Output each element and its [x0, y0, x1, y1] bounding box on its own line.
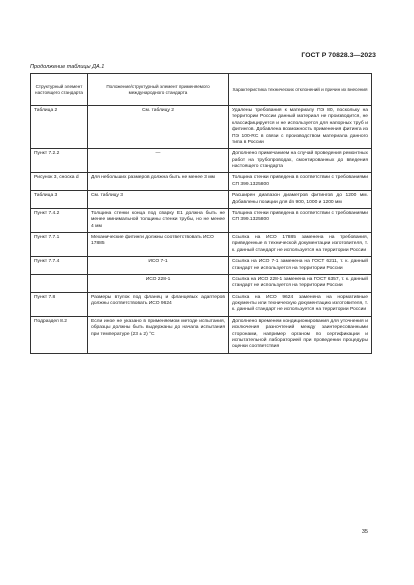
- row-characteristic: Дополнено примечанием на случай проведения ремонтных работ на трубопроводах, смонтированных до введения настоящего стандарта: [229, 149, 372, 173]
- column-header: Характеристика технических отклонений и причин их внесения: [229, 74, 372, 106]
- row-element: Пункт 7.7.4: [31, 257, 88, 275]
- row-element: Пункт 7.7.1: [31, 233, 88, 257]
- row-characteristic: Ссылка на ИСО 17885 заменена на требования, приведенные в технической документации изготовителя, т. к. данный стандарт не используется на территории России: [229, 233, 372, 257]
- row-characteristic: Ссылка на ИСО 228-1 заменена на ГОСТ 6357, т. к. данный стандарт не используется на территории России: [229, 274, 372, 292]
- row-characteristic: Ссылка на ИСО 7-1 заменена на ГОСТ 6211, т. к. данный стандарт не используется на территории России: [229, 257, 372, 275]
- row-provision: Механические фитинги должны соответствовать ИСО 17885: [88, 233, 229, 257]
- table-row: [31, 316, 372, 353]
- table-header-row: [31, 74, 372, 106]
- row-provision: Если иное не указано в применяемом методе испытания, образцы должны быть выдержаны до начала испытания при температуре (23 ± 2) °С: [88, 316, 229, 353]
- row-element: Пункт 7.8: [31, 292, 88, 316]
- table-row: [31, 106, 372, 149]
- column-header: Структурный элемент настоящего стандарта: [31, 74, 88, 106]
- row-provision: См. таблицу 3: [88, 191, 229, 209]
- row-characteristic: Удалены требования к материалу ПЭ 80, поскольку на территории России данный материал не производится, не классифицируется и не используется для напорных труб и фитингов. Добавлена возможность применения фитинга из ПЭ 100-RC в связи с производством материала данного типа в России: [229, 106, 372, 149]
- row-provision: Размеры втулок под фланец и фланцевых адаптеров должны соответствовать ИСО 9624: [88, 292, 229, 316]
- row-element: Пункт 7.2.2: [31, 149, 88, 173]
- table-row: [31, 274, 372, 292]
- row-characteristic: Ссылка на ИСО 9624 заменена на нормативные документы или техническую документацию изготовителя, т. к. данный стандарт не используется на территории России: [229, 292, 372, 316]
- row-provision: ИСО 7-1: [88, 257, 229, 275]
- row-provision: —: [88, 149, 229, 173]
- row-element: Пункт 7.4.2: [31, 208, 88, 232]
- row-provision: Для небольших размеров должна быть не менее 3 мм: [88, 173, 229, 191]
- table-row: [31, 233, 372, 257]
- row-element: Подраздел 8.2: [31, 316, 88, 353]
- table-row: [31, 292, 372, 316]
- row-element: Рисунок 3, сноска d: [31, 173, 88, 191]
- page-number: 35: [361, 529, 368, 535]
- table-row: [31, 173, 372, 191]
- standard-code: ГОСТ Р 70828.3—2023: [301, 52, 376, 59]
- row-characteristic: Дополнено временем кондиционирования для уточнения и исключения разночтений между заинтересованными сторонами, например органом по сертификации и испытательной лабораторией при проведении процедуры оценки соответствия: [229, 316, 372, 353]
- row-provision: ИСО 228-1: [88, 274, 229, 292]
- row-element: Таблица 3: [31, 191, 88, 209]
- table-continuation-label: Продолжение таблицы ДА.1: [30, 64, 105, 70]
- row-element: [31, 274, 88, 292]
- row-characteristic: Толщина стенки приведена в соответствии с требованиями СП 399.1325800: [229, 208, 372, 232]
- row-provision: Толщина стенки конца под сварку E1 должна быть не менее минимальной толщины стенки трубы, но не менее 4 мм: [88, 208, 229, 232]
- row-characteristic: Толщина стенки приведена в соответствии с требованиями СП 399.1325800: [229, 173, 372, 191]
- row-characteristic: Расширен диапазон диаметров фитингов до 1200 мм. Добавлены позиции для dn 900, 1000 и 1200 мм: [229, 191, 372, 209]
- row-provision: См. таблицу 2: [88, 106, 229, 149]
- table-row: [31, 257, 372, 275]
- table-row: [31, 191, 372, 209]
- deviations-table: [30, 73, 372, 354]
- column-header: Положение/структурный элемент применяемого международного стандарта: [88, 74, 229, 106]
- table-row: [31, 208, 372, 232]
- table-row: [31, 149, 372, 173]
- row-element: Таблица 2: [31, 106, 88, 149]
